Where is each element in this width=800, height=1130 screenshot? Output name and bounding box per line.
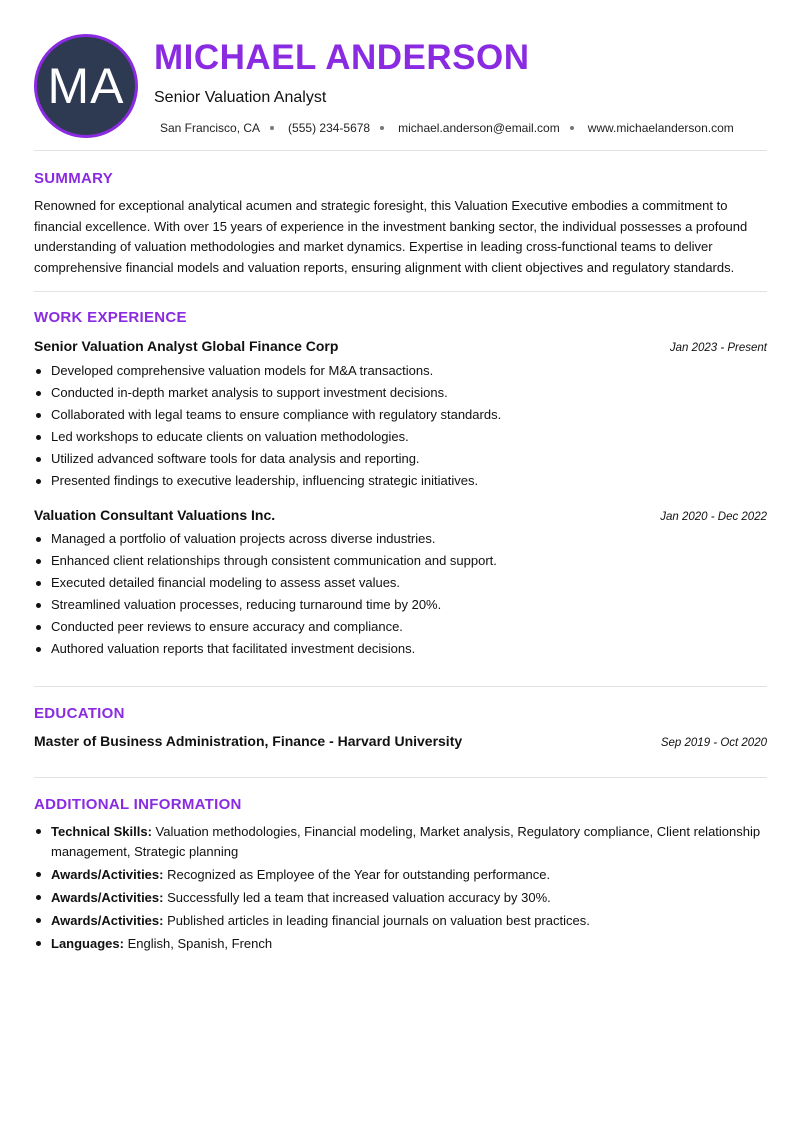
education-entry: [34, 733, 767, 749]
contact-location: San Francisco, CA: [160, 121, 261, 135]
contact-line: [160, 121, 734, 135]
list-item: Executed detailed financial modeling to assess asset values.: [34, 572, 767, 594]
separator-dot-icon: [570, 126, 574, 130]
job-title: Valuation Consultant Valuations Inc.: [34, 507, 276, 523]
job-header: [34, 338, 767, 354]
separator-dot-icon: [380, 126, 384, 130]
list-item: Authored valuation reports that facilitated investment decisions.: [34, 638, 767, 660]
item-label: Awards/Activities:: [51, 866, 164, 882]
summary-text: Renowned for exceptional analytical acumen and strategic foresight, this Valuation Executive embodies a commitment to financial excellence. With over 15 years of experience in the investment banking sector, the individual possesses a profound understanding of valuation methodologies and market dynamics. Expertise in leading cross-functional teams to deliver comprehensive financial models and valuation reports, ensuring alignment with client objectives and regulatory standards.: [34, 198, 748, 275]
list-item: Utilized advanced software tools for data analysis and reporting.: [34, 448, 767, 470]
item-text: Successfully led a team that increased valuation accuracy by 30%.: [163, 889, 551, 905]
item-text: Recognized as Employee of the Year for outstanding performance.: [163, 866, 551, 882]
education-dates: Sep 2019 - Oct 2020: [660, 737, 767, 749]
item-text: Published articles in leading financial journals on valuation best practices.: [163, 912, 590, 928]
additional-info-heading: ADDITIONAL INFORMATION: [34, 796, 242, 813]
divider: [34, 291, 767, 292]
divider: [34, 150, 767, 151]
job-dates: Jan 2020 - Dec 2022: [660, 511, 767, 523]
list-item: [34, 911, 767, 931]
divider: [34, 777, 767, 778]
list-item: Collaborated with legal teams to ensure compliance with regulatory standards.: [34, 404, 767, 426]
contact-phone: (555) 234-5678: [288, 121, 371, 135]
separator-dot-icon: [270, 126, 274, 130]
candidate-role: Senior Valuation Analyst: [154, 89, 327, 106]
contact-email[interactable]: michael.anderson@email.com: [398, 121, 560, 135]
divider: [34, 686, 767, 687]
contact-website[interactable]: www.michaelanderson.com: [587, 121, 734, 135]
list-item: Led workshops to educate clients on valuation methodologies.: [34, 426, 767, 448]
list-item: Enhanced client relationships through consistent communication and support.: [34, 550, 767, 572]
item-label: Awards/Activities:: [51, 912, 164, 928]
item-text: Valuation methodologies, Financial modeling, Market analysis, Regulatory compliance, Client relationship management, Strategic planning: [51, 824, 761, 859]
item-label: Technical Skills:: [51, 824, 152, 839]
avatar: [34, 34, 138, 138]
job-title: Senior Valuation Analyst Global Finance Corp: [34, 338, 339, 354]
list-item: [34, 888, 767, 908]
work-experience-heading: WORK EXPERIENCE: [34, 309, 187, 326]
candidate-name: MICHAEL ANDERSON: [154, 38, 530, 77]
item-label: Languages:: [51, 935, 124, 951]
item-label: Awards/Activities:: [51, 889, 164, 905]
additional-info-list: [34, 822, 767, 957]
degree-title: Master of Business Administration, Finance - Harvard University: [34, 733, 463, 749]
list-item: Developed comprehensive valuation models for M&A transactions.: [34, 360, 767, 382]
list-item: Conducted in-depth market analysis to support investment decisions.: [34, 382, 767, 404]
list-item: [34, 822, 767, 861]
avatar-initials: MA: [47, 58, 125, 114]
list-item: [34, 934, 767, 954]
item-text: English, Spanish, French: [123, 935, 273, 951]
job-header: [34, 507, 767, 523]
job-bullets: [34, 528, 767, 660]
job-dates: Jan 2023 - Present: [669, 342, 767, 354]
list-item: Presented findings to executive leadership, influencing strategic initiatives.: [34, 470, 767, 492]
education-heading: EDUCATION: [34, 705, 125, 722]
list-item: Conducted peer reviews to ensure accuracy and compliance.: [34, 616, 767, 638]
list-item: Managed a portfolio of valuation projects across diverse industries.: [34, 528, 767, 550]
job-bullets: [34, 360, 767, 492]
summary-heading: SUMMARY: [34, 170, 114, 187]
list-item: Streamlined valuation processes, reducing turnaround time by 20%.: [34, 594, 767, 616]
list-item: [34, 865, 767, 885]
